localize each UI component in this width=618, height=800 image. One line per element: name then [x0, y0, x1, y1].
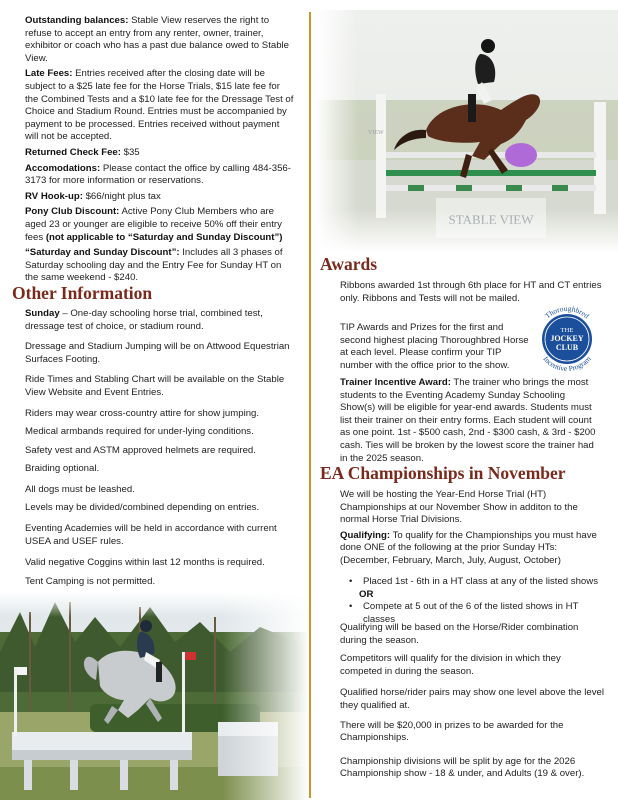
policy-outstanding: Outstanding balances: Stable View reserves the right to refuse to accept an entry from any renter, owner, trainer, exhibitor or coach who has a past due balance owed to Stable View.	[25, 15, 290, 64]
detail-line: Championship divisions will be split by age for the 2026 Championship show - 18 & under, and Adults (19 & over).	[340, 755, 585, 780]
tip-block	[340, 322, 530, 372]
show-jump-photo	[316, 10, 618, 252]
info-line: Dressage and Stadium Jumping will be on Attwood Equestrian Surfaces Footing.	[25, 341, 290, 365]
info-line: Levels may be divided/combined depending on entries.	[25, 501, 260, 513]
qualifying-text: Qualifying: To qualify for the Championships you must have done ONE of the following at the prior Sunday HTs: (December, February, March, July, August, October)	[340, 529, 597, 566]
qualifying-options	[345, 576, 607, 626]
policy-accomodations: Accomodations: Please contact the office by calling 484-356-3173 for more information or reservations.	[25, 162, 291, 187]
tip-awards-text: TIP Awards and Prizes for the first and second highest placing Thoroughbred Horse at each level. Please confirm your TIP number with the office prior to the show.	[340, 322, 529, 371]
column-divider	[309, 12, 311, 798]
trainer-award-text: Trainer Incentive Award: The trainer who brings the most students to the Eventing Academy Sunday Schooling Show(s) will be eligible for year-end awards. Students must list their trainer on their entry forms. Each student will count as one point. 1st - $500 cash, 2nd - $300 cash, & 3rd - $200 cash. Ties will be broken by the lowest score the trainer had in the 2025 season.	[340, 377, 596, 464]
championship-details	[340, 622, 605, 781]
other-info-heading: Other Information	[12, 283, 153, 303]
awards-ribbons: Ribbons awarded 1st through 6th place for HT and CT entries only. Ribbons and Tests will not be mailed.	[340, 280, 602, 304]
info-line: Eventing Academies will be held in accordance with current USEA and USEF rules.	[25, 523, 277, 547]
svg-text:CLUB: CLUB	[555, 343, 579, 352]
info-line: Braiding optional.	[25, 463, 100, 475]
qualifying-option-1: • Placed 1st - 6th in a HT class at any of the listed shows	[349, 576, 598, 587]
info-sunday: Sunday – One-day schooling horse trial, combined test, dressage test of choice, or stadium round.	[25, 308, 263, 332]
info-line: Safety vest and ASTM approved helmets are required.	[25, 444, 256, 456]
policy-pony-club: Pony Club Discount: Active Pony Club Members who are aged 23 or younger are eligible to receive 50% off their entry fees (not applicable to “Saturday and Sunday Discount”)	[25, 206, 283, 243]
ea-championships-heading: EA Championships in November	[320, 463, 566, 483]
xc-jump-illustration	[0, 592, 309, 800]
championships-block	[340, 489, 602, 568]
xc-jump-photo	[0, 592, 309, 800]
info-line: Ride Times and Stabling Chart will be available on the Stable View Website and Event Entries.	[25, 374, 285, 398]
info-line: Valid negative Coggins within last 12 months is required.	[25, 557, 265, 569]
info-line: All dogs must be leashed.	[25, 483, 135, 495]
detail-line: There will be $20,000 in prizes to be awarded for the Championships.	[340, 719, 564, 744]
policy-returned-check: Returned Check Fee: $35	[25, 146, 140, 158]
info-line: Medical armbands required for under-lying conditions.	[25, 426, 254, 438]
show-jump-illustration	[316, 10, 618, 252]
or-divider: OR	[359, 588, 374, 600]
qualifying-option-2: • Compete at 5 out of the 6 of the listed shows in HT classes	[349, 601, 579, 625]
jockey-arc-top: Thoroughbred	[543, 303, 591, 321]
detail-line: Competitors will qualify for the division in which they competed in during the season.	[340, 653, 561, 677]
policies-block	[25, 15, 295, 285]
detail-line: Qualifying will be based on the Horse/Rider combination during the season.	[340, 622, 579, 646]
info-line: Tent Camping is not permitted.	[25, 575, 156, 587]
svg-text:THE: THE	[560, 327, 574, 334]
championships-intro: We will be hosting the Year-End Horse Trial (HT) Championships at our November Show in additon to the normal Horse Trial Divisions.	[340, 489, 578, 526]
info-line: Riders may wear cross-country attire for show jumping.	[25, 407, 260, 419]
awards-heading: Awards	[320, 254, 378, 274]
jockey-club-logo	[527, 299, 607, 379]
other-info-block	[25, 308, 295, 589]
policy-weekend-discount: “Saturday and Sunday Discount”: Includes all 3 phases of Saturday schooling day and the Entry Fee for Sunday HT on the same weekend - $240.	[25, 247, 283, 284]
svg-text:JOCKEY: JOCKEY	[550, 334, 584, 343]
policy-rv: RV Hook-up: $66/night plus tax	[25, 190, 161, 202]
jockey-arc-bottom: Incentive Program	[541, 354, 593, 374]
policy-late-fees: Late Fees: Entries received after the closing date will be subject to a $25 late fee for the Horse Trials, $15 late fee for the Combined Tests and a $10 late fee for the Dressage Test of Choice and Stadium Round. Entries must be accompanied by payment to be processed. Entries received without payment will not be accepted.	[25, 68, 294, 143]
trainer-award-block	[340, 377, 602, 465]
detail-line: Qualified horse/rider pairs may show one level above the level they qualified at.	[340, 687, 604, 711]
